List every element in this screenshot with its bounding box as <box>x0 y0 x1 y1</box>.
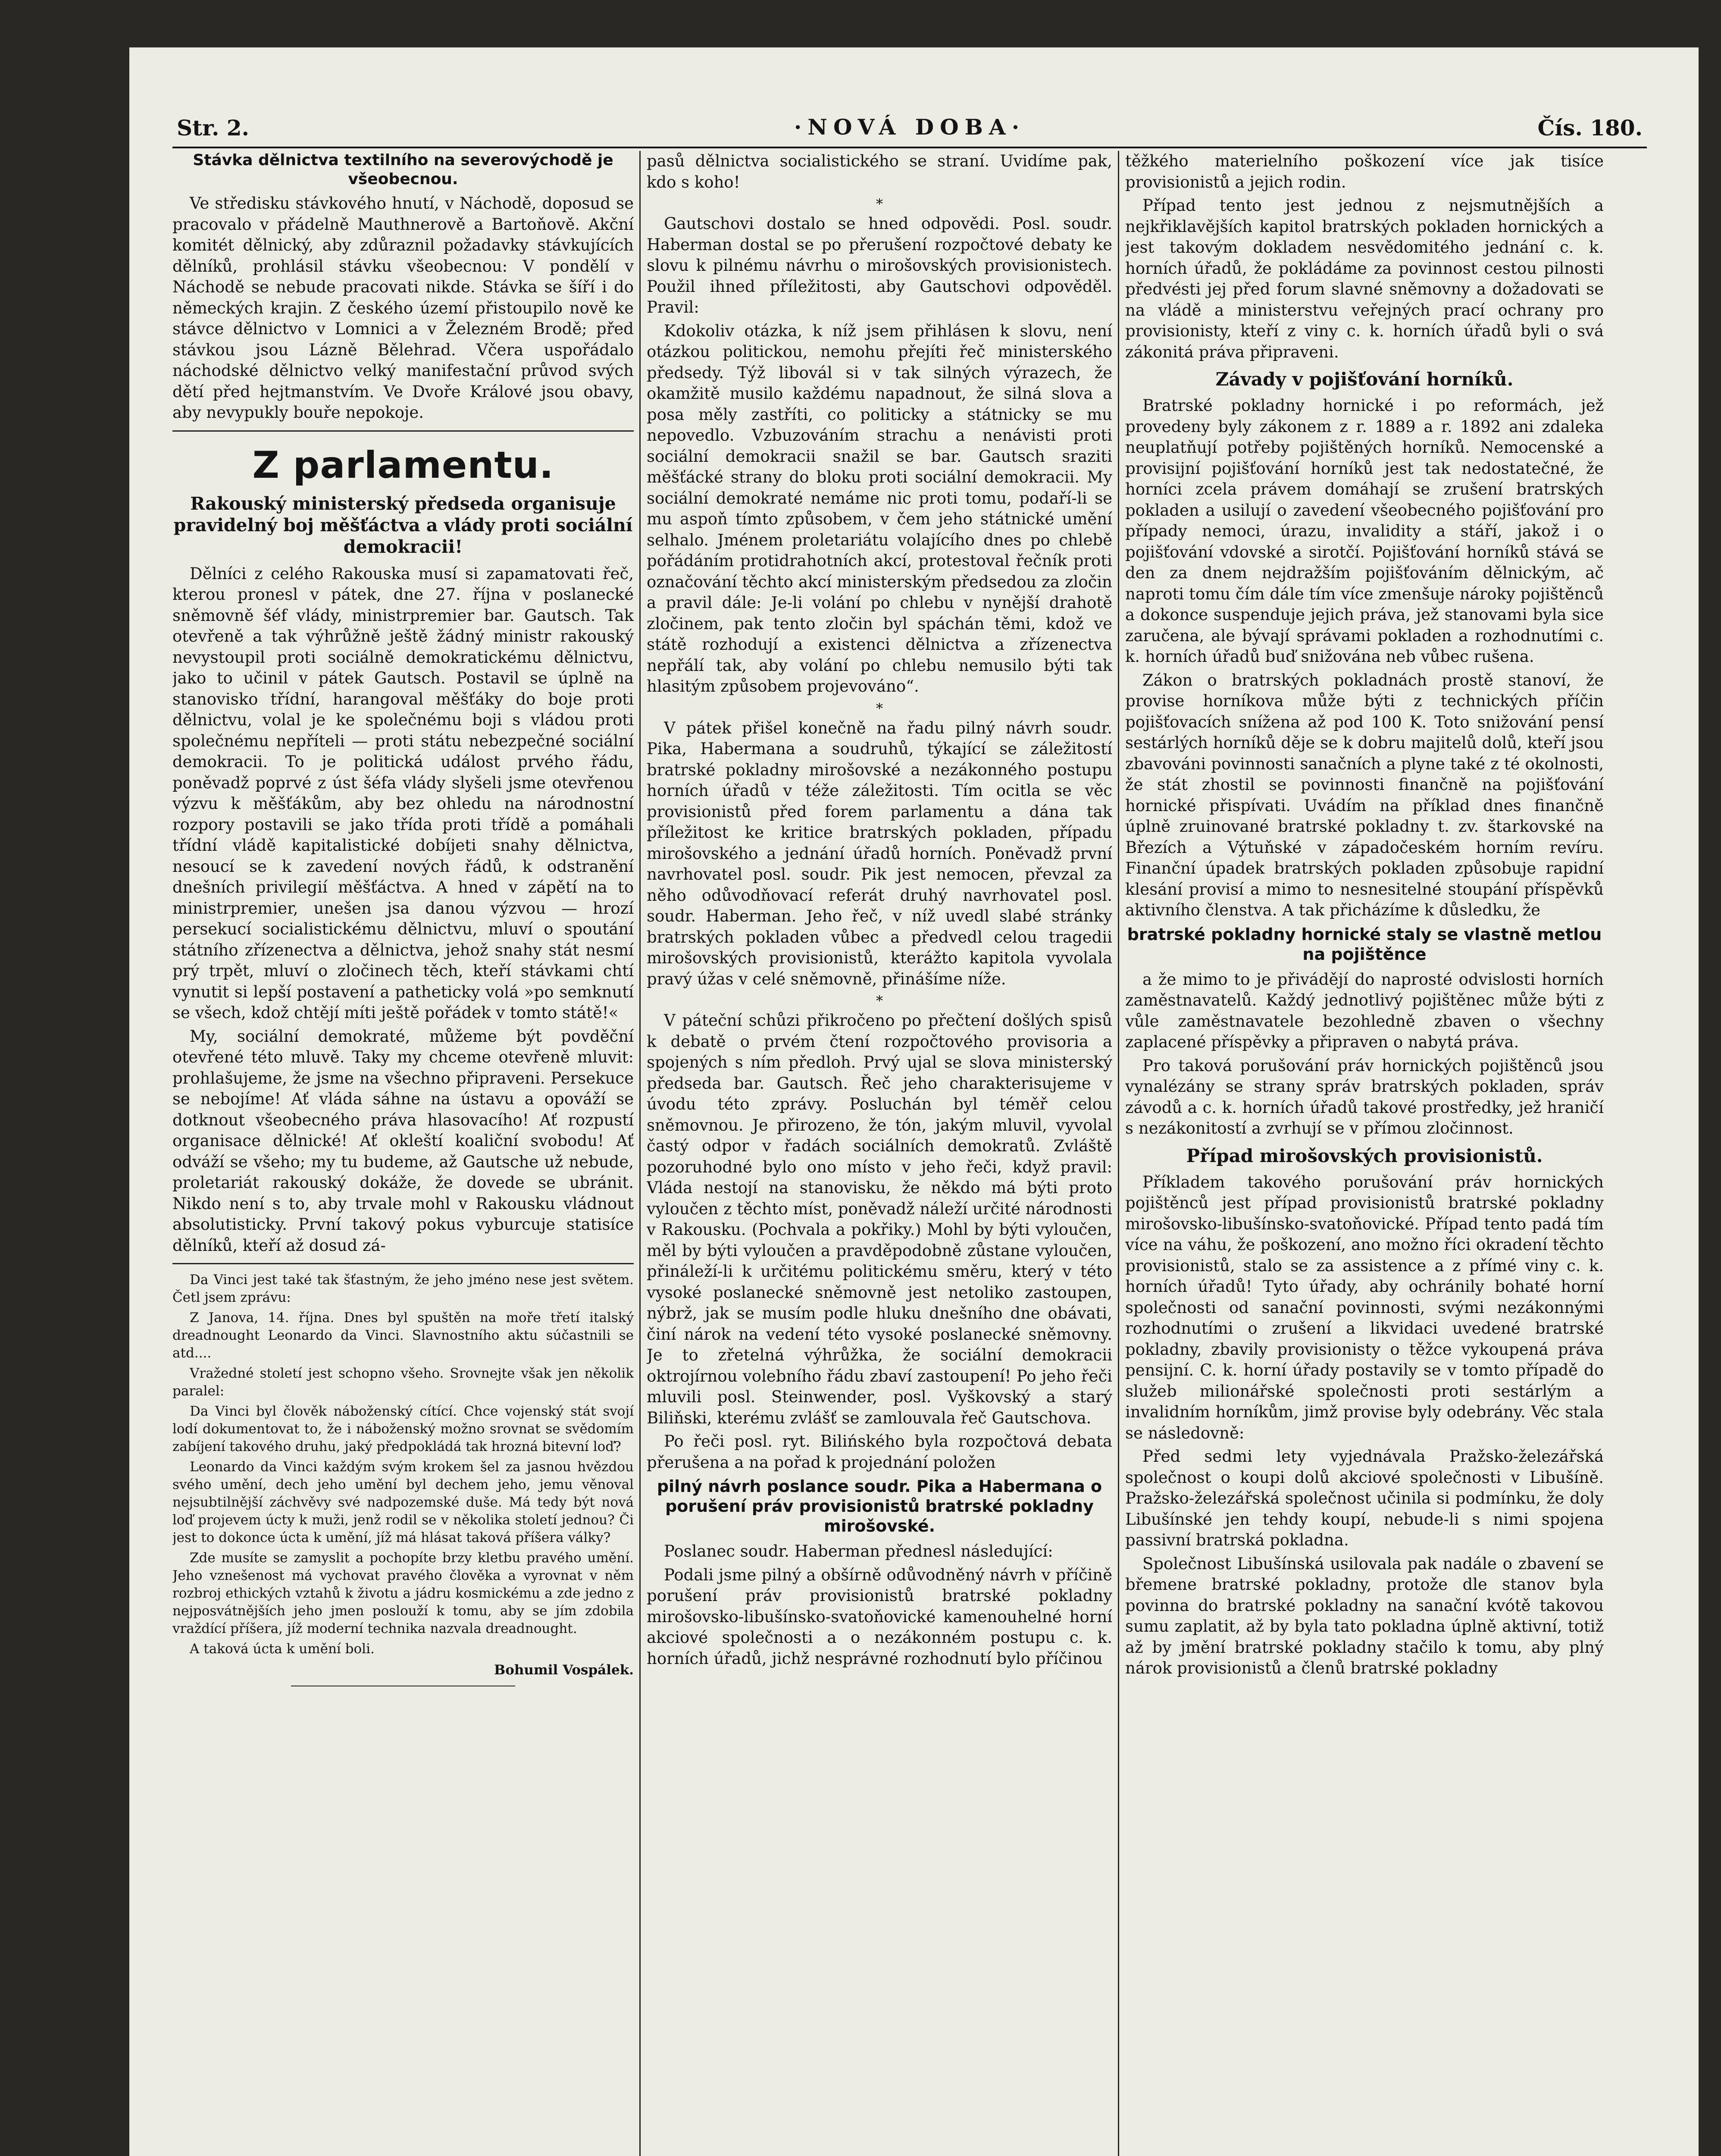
section-heading: Závady v pojišťování horníků. <box>1215 369 1514 390</box>
section-heading: bratrské pokladny hornické staly se vlastně metlou na pojištěnce <box>1127 924 1602 964</box>
article-paragraph: Příkladem takového porušování práv hornických pojištěnců jest případ provisionistů bratrské pokladny mirošovsko-libušínsko-svatoňovické. Případ tento padá tím více na váhu, že poškození, ano možno říci okradení těchto provisionistů, stalo se za assistence a z přímé viny c. k. horních úřadů! Tyto úřady, aby ochránily bohaté horní společnosti od sanační povinnosti, svými nezákonnými rozhodnutími o zrušení a likvidaci uvedené bratrské pokladny, zbavily provisionisty o těžce vykoupená práva pensijní. C. k. horní úřady postavily se v tomto případě do služeb milionářské společnosti proti sestárlým a invalidním horníkům, jimž provise byly odebrány. Věc stala se následovně: <box>1125 1172 1604 1442</box>
article-paragraph: V pátek přišel konečně na řadu pilný návrh soudr. Pika, Habermana a soudruhů, týkající se záležitostí bratrské pokladny mirošovské a nezákonného postupu horních úřadů v téže záležitosti. Tím ocitla se věc provisionistů před forem parlamentu a dána tak příležitost ke kritice bratrských pokladen, případu mirošovského a jednání úřadů horních. Poněvadž první navrhovatel posl. soudr. Pik jest nemocen, převzal za něho odůvodňovací referát druhý navrhovatel posl. soudr. Haberman. Jeho řeč, v níž uvedl slabé stránky bratrských pokladen vůbec a předvedl celou tragedii mirošovských provisionistů, kterážto kapitola vyvolala pravý úžas v celé sněmovně, přinášíme níže. <box>647 718 1112 988</box>
issue-number: Čís. 180. <box>1537 115 1643 141</box>
separator-asterisk: * <box>876 993 883 1009</box>
vinci-paragraph: Z Janova, 14. října. Dnes byl spuštěn na moře třetí italský dreadnought Leonardo da Vinci. Slavnostního aktu súčastnili se atd.... <box>172 1310 634 1361</box>
column-3 <box>1125 151 1604 2156</box>
article-paragraph: a že mimo to je přivádějí do naprosté odvislosti horních zaměstnavatelů. Každý jednotlivý pojištěnec může býti z vůle zaměstnavatele bezohledně zbaven o všechny zaplacené příspěvky a připraven o nabytá práva. <box>1125 970 1604 1051</box>
vinci-paragraph: Zde musíte se zamyslit a pochopíte brzy kletbu pravého umění. Jeho vznešenost má vychovat pravého člověka a vyrovnat v něm rozbroj ethických vztahů k životu a jádru kosmickému a zde jedno z nejposvátnějších jeho jmen poslouží k tomu, aby se jím zdobila vraždící příšera, jíž moderní technika nazvala dreadnought. <box>172 1550 634 1636</box>
article-paragraph: Zákon o bratrských pokladnách prostě stanoví, že provise horníkova může býti z technických příčin pojišťovacích snížena až pod 100 K. Toto snižování pensí sestárlých horníků děje se k dobru majitelů dolů, kteří jsou zbavováni povinnosti sanačních a plyne také z té okolnosti, že stát zhostil se povinnosti finančně na pojišťování hornické přispívati. Uvádím na příklad dnes finančně úplně zruinované bratrské pokladny t. zv. štarkovské na Březích a Výtuňské v západočeském horním revíru. Finanční úpadek bratrských pokladen způsobuje rapidní klesání provisí a mimo to nesnesitelné stoupání příspěvků aktivního členstva. A tak přicházíme k důsledku, že <box>1125 671 1604 919</box>
article-paragraph: Podali jsme pilný a obšírně odůvodněný návrh v příčině porušení práv provisionistů bratrské pokladny mirošovsko-libušínsko-svatoňovické kamenouhelné horní akciové společnosti a o nezákonném postupu c. k. horních úřadů, jichž nesprávné rozhodnutí bylo příčinou <box>647 1565 1112 1668</box>
separator-asterisk: * <box>876 700 883 717</box>
vinci-paragraph: Vražedné století jest schopno všeho. Srovnejte však jen několik paralel: <box>172 1366 634 1399</box>
section-title: Z parlamentu. <box>252 443 554 487</box>
motion-heading: pilný návrh poslance soudr. Pika a Habermana o porušení práv provisionistů bratrské pokladny mirošovské. <box>657 1477 1102 1536</box>
article-paragraph: Kdokoliv otázka, k níž jsem přihlásen k slovu, není otázkou politickou, nemohu přejíti řeč ministerského předsedy. Týž libovál si v tak silných výrazech, že okamžitě musilo každému napadnout, že silná slova a posa měly zastříti, co politicky a státnicky se mu nepovedlo. Vzbuzováním strachu a nenávisti proti sociální demokracii snažil se bar. Gautsch sraziti měšťácké strany do bloku proti sociální demokracii. My sociální demokraté nemáme nic proti tomu, podaří-li se mu aspoň tímto způsobem, v čem jeho státnické umění selhalo. Jménem proletariátu volajícího dnes po chlebě pořádáním protidrahotních akcí, protestoval řečník proti označování těchto akcí ministerským předsedou za zločin a pravil dále: Je-li volání po chlebu v nynější drahotě zločinem, pak tento zločin byl spáchán těmi, kdož ve státě rozhodují a existenci dělnictva a zřízenectva nepřálí tak, aby volání po chlebu nemusilo býti tak hlasitým způsobem projevováno“. <box>647 321 1112 696</box>
article-paragraph: V páteční schůzi přikročeno po přečtení došlých spisů k debatě o prvém čtení rozpočtového provisoria a spojených s ním předloh. Prvý ujal se slova ministerský předseda bar. Gautsch. Řeč jeho charakterisujeme v úvodu této zprávy. Posluchán byl téměř celou sněmovnou. Je přirozeno, že tón, jakým mluvil, vyvolal častý odpor v řadách sociálních demokratů. Zvláště pozoruhodné bylo ono místo v jeho řeči, když pravil: Vláda nestojí na stanovisku, že někdo má býti proto vyloučen z těchto míst, poněvadž náleží určité národnosti v Rakousku. (Pochvala a pokřiky.) Mohl by býti vyloučen, měl by býti vyloučen a pravděpodobně zůstane vyloučen, přináleží-li k určitému politickému směru, který v této vysoké poslanecké sněmovně jest netoliko zastoupen, nýbrž, jak se musím podle hluku dnešního dne obávati, činí nárok na vedení této vysoké poslanecké sněmovny. Je to zřetelná výhrůžka, že sociální demokracii oktrojírnou volebního řádu zbaví zastoupení! Po jeho řeči mluvili posl. Steinwender, posl. Vyškovský a starý Biliňski, kterému zvlášť se zamlouvala řeč Gautschova. <box>647 1011 1112 1427</box>
article-paragraph: Bratrské pokladny hornické i po reformách, jež provedeny byly zákonem z r. 1889 a r. 1892 ani zdaleka neuplatňují potřeby pojištěných horníků. Nemocenské a provisijní pojišťování horníků jest tak nedostatečné, že horníci zcela právem domáhají se zrušení bratrských pokladen a usilují o zavedení všeobecného pojišťování pro případy nemoci, úrazu, invalidity a stáří, jakož i o pojišťování vdovské a sirotčí. Pojišťování horníků stává se den za dnem nejdražším pojišťováním dělnickým, ač naproti tomu čím dále tím více zmenšuje nároky pojištěnců a dokonce suspenduje jejich práva, jež stanovami byla sice zaručena, ale bývají správami pokladen a rozhodnutími c. k. horních úřadů buď snižována neb vůbec rušena. <box>1125 396 1604 666</box>
article-paragraph: těžkého materielního poškození více jak tisíce provisionistů a jejich rodin. <box>1125 152 1604 191</box>
vinci-paragraph: Da Vinci byl člověk náboženský cítící. Chce vojenský stát svojí lodí dokumentovat to, že i náboženský možno srovnat se svědomím zabíjení takového druhu, jaký předpokládá tak hrozná bitevní loď? <box>172 1404 634 1454</box>
author-signature: Bohumil Vospálek. <box>494 1662 634 1678</box>
article-paragraph: Dělníci z celého Rakouska musí si zapamatovati řeč, kterou pronesl v pátek, dne 27. října v poslanecké sněmovně šéf vlády, ministrpremier bar. Gautsch. Tak otevřeně a tak výhrůžně ještě žádný ministr rakouský nevystoupil proti sociálně demokratickému dělnictvu, jako to učinil v pátek Gautsch. Postavil se úplně na stanovisko třídní, harangoval měšťáky do boje proti dělnictvu, volal je ke společnému boji s vládou proti společnému nepříteli — proti státu nebezpečné sociální demokracii. To je politická událost prvého řádu, poněvadž poprvé z úst šéfa vlády slyšeli jsme otevřenou výzvu k měšťákům, aby bez ohledu na národnostní rozpory postavili se jako třída proti třídě a pomáhali třídní vládě kapitalistické dobíjeti snahy dělnictva, nesoucí se k zavedení nových řádů, k odstranění dnešních privilegií měšťáctva. A hned v zápětí na to ministrpremier, unešen jsa danou výzvou — hrozí persekucí socialistickému dělnictvu, mluví o spoutání státního zřízenectva a dělnictva, jehož snahy stát nesmí prý trpět, mluví o zločinech těch, kteří stávkami chtí vynutit si lepší postavení a patheticky volá »po semknutí se všech, kdož chtějí míti ještě pořádek v tomto státě!« <box>172 564 634 1022</box>
column-2 <box>647 151 1112 2156</box>
article-paragraph: Případ tento jest jednou z nejsmutnějších a nejkřiklavějších kapitol bratrských pokladen hornických a jest takovým dokladem nesvědomitého jednání c. k. horních úřadů, že pokládáme za povinnost cestou pilnosti předvésti jej před forum slavné sněmovny a dožadovati se na vládě a ministerstvu veřejných prací ochrany pro provisionisty, kteří z viny c. k. horních úřadů byli o svá zákonitá práva připraveni. <box>1125 196 1604 361</box>
column-1 <box>172 151 634 2156</box>
newspaper-title: ·NOVÁ DOBA· <box>794 114 1026 140</box>
column-rule-2 <box>1118 151 1119 2156</box>
article-paragraph: Před sedmi lety vyjednávala Pražsko-železářská společnost o koupi dolů akciové společnosti v Libušíně. Pražsko-železářská společnost učinila si podmínku, že doly Libušínské jen tehdy koupí, nebude-li s nimi spojena passivní bratrská pokladna. <box>1125 1447 1604 1549</box>
newspaper-page <box>129 47 1699 2156</box>
vinci-paragraph: Leonardo da Vinci každým svým krokem šel za jasnou hvězdou svého umění, dech jeho umění byl dechem jeho, jemu věnoval nejsubtilnější záchvěvy své nadpozemské duše. Má tedy být nová loď projevem úcty k muži, jenž rodil se v několika století jednou? Či jest to dokonce úcta k umění, jíž má hlásat taková příšera války? <box>172 1459 634 1545</box>
column-rule-1 <box>639 151 641 2156</box>
page-number: Str. 2. <box>177 115 249 141</box>
article-subtitle: Rakouský ministerský předseda organisuje pravidelný boj měšťáctva a vlády proti sociální demokracii! <box>173 493 633 557</box>
strike-text: Ve středisku stávkového hnutí, v Náchodě, doposud se pracovalo v přádelně Mauthnerově a Bartoňově. Akční komitét dělnický, aby zdůraznil požadavky stávkujících dělníků, prohlásil stávku všeobecnou: V pondělí v Náchodě se nebude pracovati nikde. Stávka se šíří i do německých krajin. Z českého území přistoupilo nově ke stávce dělnictvo v Lomnici a v Železném Brodě; před stávkou jsou Lázně Bělehrad. Včera uspořádalo náchodské dělnictvo velký manifestační průvod svých dětí před hejtmanstvím. Ve Dvoře Králové jsou obavy, aby nevypukly bouře nepokoje. <box>172 194 634 422</box>
divider <box>172 430 634 432</box>
article-paragraph: pasů dělnictva socialistického se straní. Uvidíme pak, kdo s koho! <box>647 152 1112 191</box>
separator-asterisk: * <box>876 196 883 212</box>
article-paragraph: Po řeči posl. ryt. Bilińského byla rozpočtová debata přerušena a na pořad k projednání položen <box>647 1432 1112 1472</box>
article-paragraph: Společnost Libušínská usilovala pak nadále o zbavení se břemene bratrské pokladny, protože dle stanov byla povinna do bratrské pokladny na sanační kvótě takovou sumu zaplatit, až by byla tato pokladna úplně aktivní, totiž až by jmění bratrské pokladny stačilo k tomu, aby plný nárok provisionistů a členů bratrské pokladny <box>1125 1554 1604 1677</box>
strike-heading: Stávka dělnictva textilního na severovýchodě je všeobecnou. <box>193 151 613 188</box>
section-heading: Případ mirošovských provisionistů. <box>1186 1145 1543 1166</box>
vinci-paragraph: A taková úcta k umění boli. <box>190 1641 375 1657</box>
article-paragraph: Gautschovi dostalo se hned odpovědi. Posl. soudr. Haberman dostal se po přerušení rozpočtové debaty ke slovu k pilnému návrhu o mirošovských provisionistech. Použil ihned příležitosti, aby Gautschovi odpověděl. Pravil: <box>647 214 1112 317</box>
page-header <box>172 82 1647 148</box>
vinci-article <box>172 1271 634 1686</box>
article-paragraph: Pro taková porušování práv hornických pojištěnců jsou vynalézány se strany správ bratrských pokladen, správ závodů a c. k. horních úřadů takové prostředky, jež hraničí s nezákonitostí a zvrhují se v přímou zločinnost. <box>1125 1056 1604 1138</box>
article-paragraph: My, sociální demokraté, můžeme být povděční otevřené této mluvě. Taky my chceme otevřeně mluvit: prohlašujeme, že jsme na všechno připraveni. Persekuce se nebojíme! Ať vláda sáhne na ústavu a opováží se dotknout všeobecného práva hlasovacího! Ať rozpustí organisace dělnické! Ať okleští koaliční svobodu! Ať odváží se všeho; my tu budeme, až Gautsche už nebude, proletariát rakouský dokáže, že dovede se ubránit. Nikdo není s to, aby trvale mohl v Rakousku vládnout absolutisticky. První takový pokus vyburcuje statisíce dělníků, kteří až dosud zá- <box>172 1027 634 1255</box>
divider <box>172 1263 634 1264</box>
vinci-paragraph: Da Vinci jest také tak šťastným, že jeho jméno nese jest světem. Četl jsem zprávu: <box>172 1272 634 1305</box>
article-paragraph: Poslanec soudr. Haberman přednesl následující: <box>664 1542 1053 1561</box>
